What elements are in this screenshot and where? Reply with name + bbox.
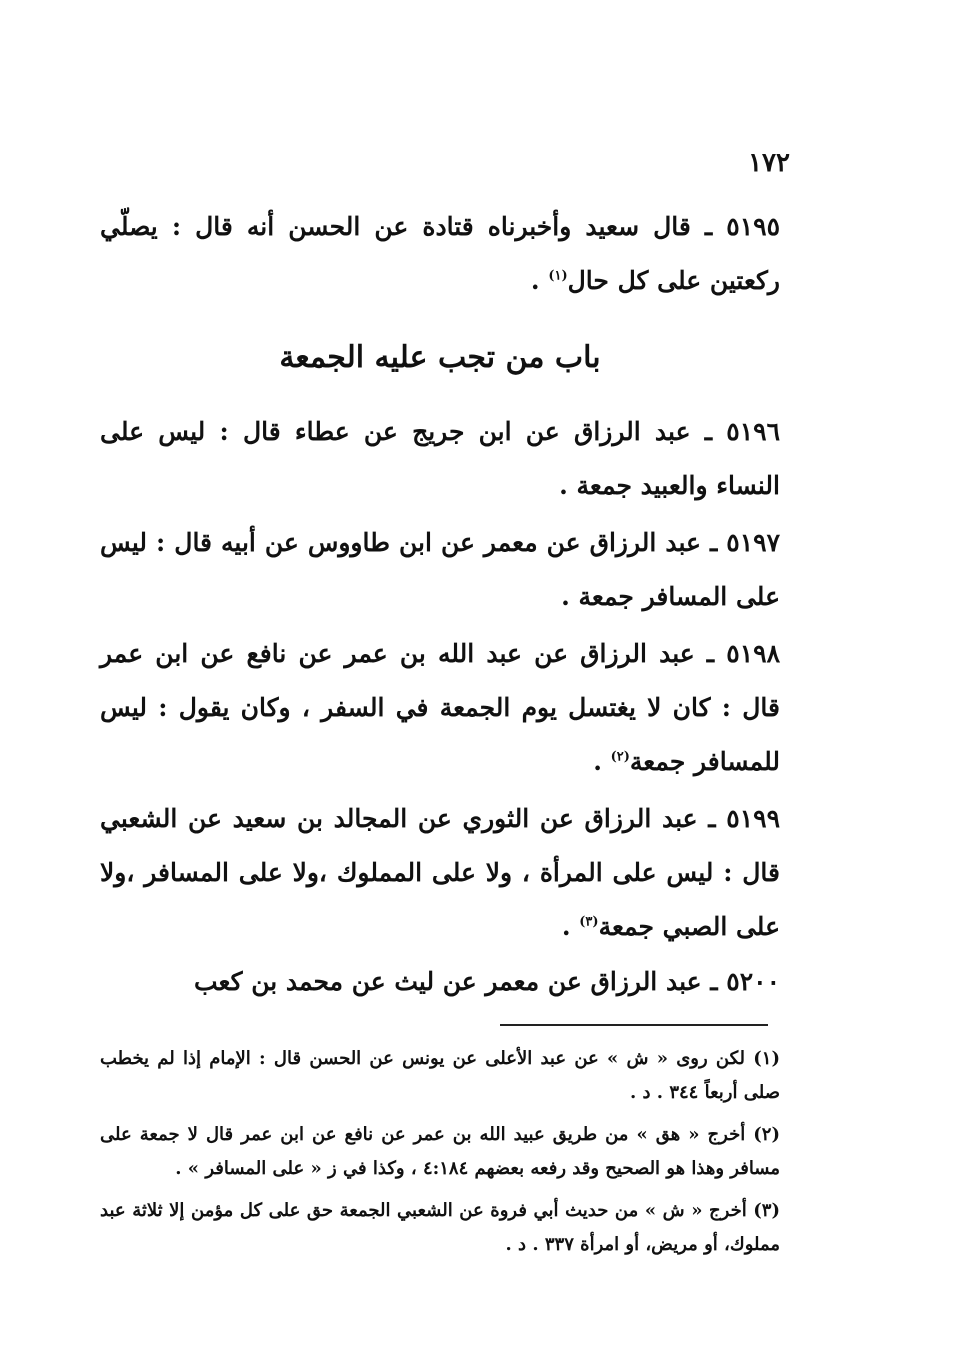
footnote-marker: (١): [548, 268, 568, 284]
footnote-1: (١) لكن روى « ش » عن عبد الأعلى عن يونس عن الحسن قال : الإمام إذا لم يخطب صلى أربعاً ٣٤٤ . د .: [100, 1048, 780, 1103]
paragraph-end: .: [530, 266, 549, 295]
section-heading-block: [100, 340, 780, 390]
paragraph-text: ٥١٩٧ ـ عبد الرزاق عن معمر عن ابن طاووس عن أبيه قال : ليس على المسافر جمعة .: [100, 528, 780, 611]
footnote-marker: (٢): [610, 749, 630, 765]
footnote-separator: [500, 1024, 768, 1026]
page-number: ١٧٢: [748, 148, 790, 178]
paragraph-text: ٥٢٠٠ ـ عبد الرزاق عن معمر عن ليث عن محمد بن كعب: [194, 967, 780, 996]
paragraph-end: .: [593, 747, 611, 776]
footnote-marker: (٣): [579, 914, 599, 930]
paragraph-text: ٥١٩٨ ـ عبد الرزاق عن عبد الله بن عمر عن نافع عن ابن عمر قال : كان لا يغتسل يوم الجمعة في السفر ، وكان يقول : ليس للمسافر جمعة: [100, 639, 780, 776]
footnote-3: (٣) أخرج « ش » من حديث أبي فروة عن الشعبي الجمعة حق على كل مؤمن إلا ثلاثة عبد مملوك، أو مريض، أو امرأة ٣٣٧ . د .: [100, 1200, 780, 1255]
footnote-2: (٢) أخرج « هق » من طريق عبيد الله بن عمر عن نافع عن ابن عمر قال لا جمعة على مسافر وهذا هو الصحيح وقد رفعه بعضهم ٤:١٨٤ ، وكذا في ز « على المسافر » .: [100, 1124, 780, 1179]
section-heading: باب من تجب عليه الجمعة: [279, 340, 601, 375]
paragraph-text: ٥١٩٩ ـ عبد الرزاق عن الثوري عن المجالد بن سعيد عن الشعبي قال : ليس على المرأة ، ولا على المملوك ،ولا على المسافر ،ولا على الصبي جمعة: [100, 804, 780, 941]
paragraph-text: ٥١٩٥ ـ قال سعيد وأخبرناه قتادة عن الحسن أنه قال : يصلّي ركعتين على كل حال: [100, 212, 780, 295]
paragraph-end: .: [561, 912, 580, 941]
paragraph-text: ٥١٩٦ ـ عبد الرزاق عن ابن جريج عن عطاء قال : ليس على النساء والعبيد جمعة .: [100, 417, 780, 500]
